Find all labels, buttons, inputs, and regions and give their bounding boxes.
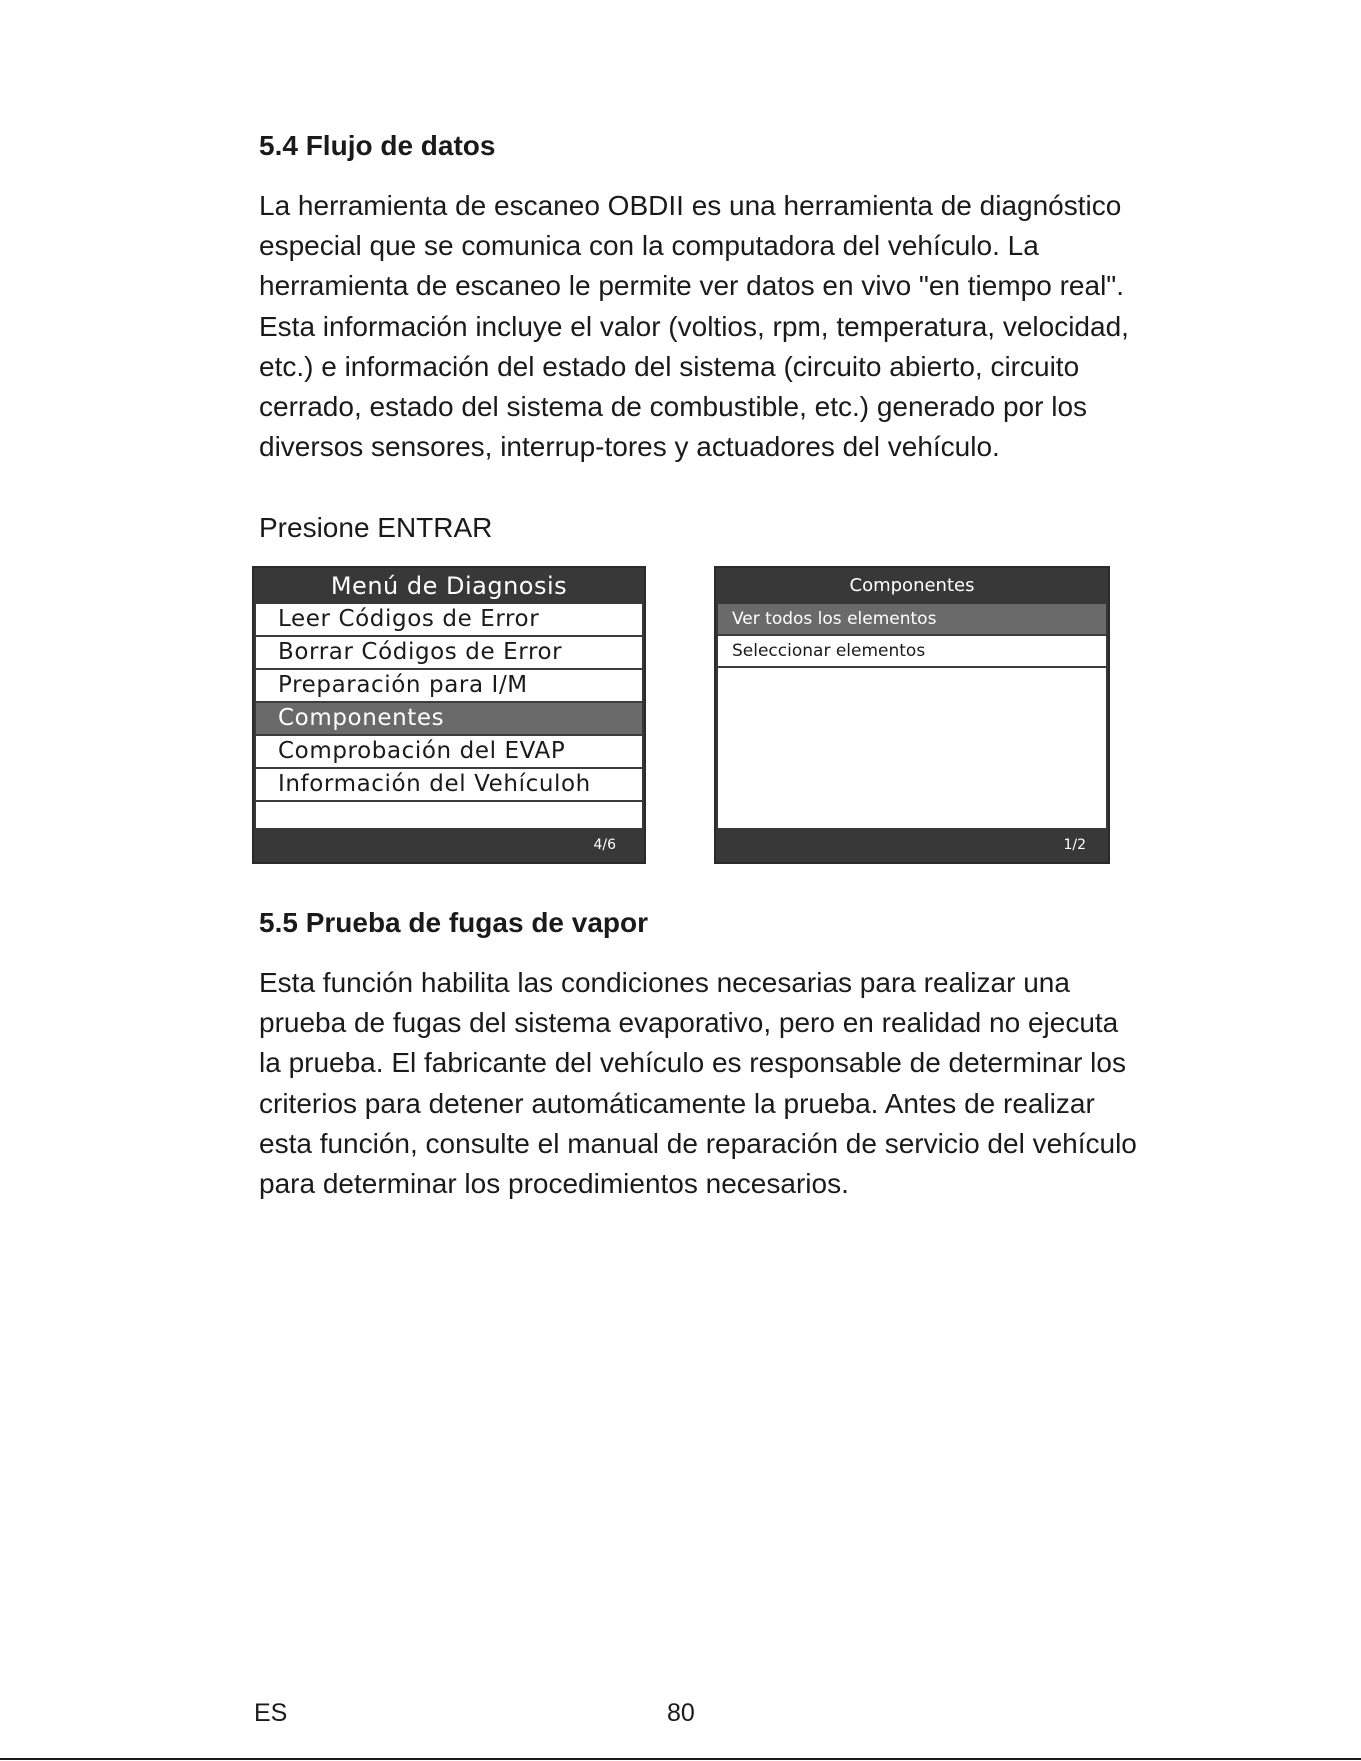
diagnosis-menu-pager: 4/6	[593, 837, 616, 853]
components-screen	[714, 566, 1110, 864]
components-list	[718, 604, 1106, 828]
menu-item-im-readiness[interactable]: Preparación para I/M	[256, 670, 642, 703]
diagnosis-menu-screen	[252, 566, 646, 864]
menu-item-erase-codes[interactable]: Borrar Códigos de Error	[256, 637, 642, 670]
press-enter-instruction: Presione ENTRAR	[259, 512, 493, 543]
footer-language: ES	[254, 1699, 288, 1727]
section-5-5-paragraph: Esta función habilita las condiciones necesarias para realizar una prueba de fugas del sistema evaporativo, pero en realidad no ejecuta la prueba. El fabricante del vehículo es responsable de determinar los criterios para detener automáticamente la prueba. Antes de realizar esta función, consulte el manual de reparación de servicio del vehículo para determinar los procedimientos necesarios.	[259, 967, 1137, 1200]
bottom-rule	[0, 1758, 1361, 1760]
diagnosis-menu-list	[256, 604, 642, 828]
section-5-4-heading: 5.4 Flujo de datos	[259, 130, 496, 161]
components-screen-title: Componentes	[849, 575, 975, 596]
menu-item-vehicle-info[interactable]: Información del Vehículoh	[256, 769, 642, 802]
diagnosis-menu-title: Menú de Diagnosis	[330, 572, 568, 600]
menu-item-components[interactable]: Componentes	[256, 703, 642, 736]
components-item-select[interactable]: Seleccionar elementos	[718, 636, 1106, 668]
footer-page-number: 80	[667, 1699, 695, 1727]
components-pager: 1/2	[1063, 837, 1086, 853]
menu-item-evap-check[interactable]: Comprobación del EVAP	[256, 736, 642, 769]
section-5-5-heading: 5.5 Prueba de fugas de vapor	[259, 907, 649, 938]
section-5-4-paragraph: La herramienta de escaneo OBDII es una herramienta de diagnóstico especial que se comunica con la computadora del vehículo. La herramienta de escaneo le permite ver datos en vivo "en tiempo real". Esta información incluye el valor (voltios, rpm, temperatura, velocidad, etc.) e información del estado del sistema (circuito abierto, circuito cerrado, estado del sistema de combustible, etc.) generado por los diversos sensores, interrup-tores y actuadores del vehículo.	[259, 190, 1129, 463]
components-item-view-all[interactable]: Ver todos los elementos	[718, 604, 1106, 636]
menu-item-read-codes[interactable]: Leer Códigos de Error	[256, 604, 642, 637]
